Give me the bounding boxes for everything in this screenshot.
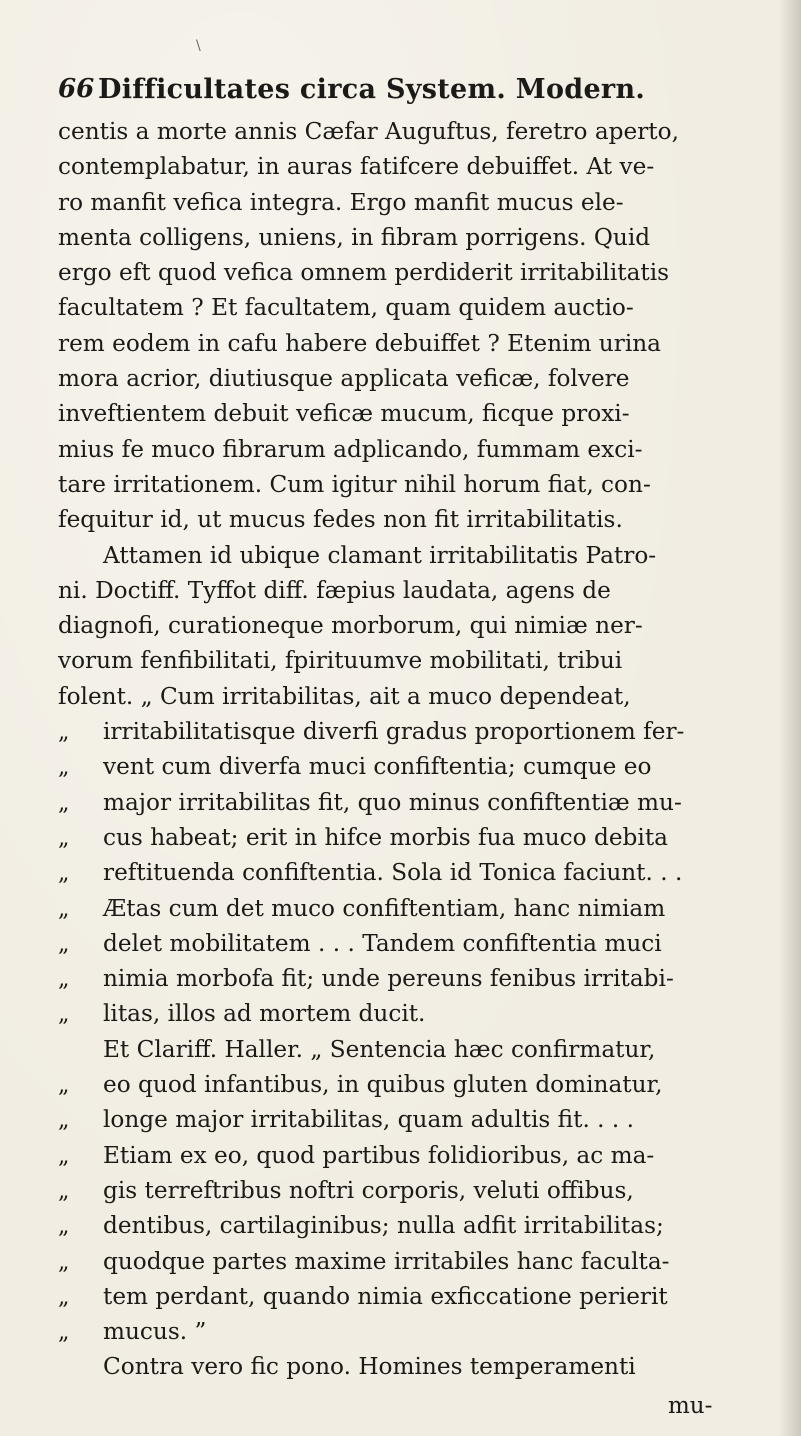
text-line: [58, 467, 778, 502]
quotation-mark: „: [58, 931, 70, 957]
line-text: mora acrior, diutiusque applicata veficæ, folvere: [58, 365, 630, 393]
line-text: nimia morbofa fit; unde pereuns fenibus irritabi-: [103, 965, 674, 993]
quotation-mark: „: [58, 1073, 70, 1099]
line-text: folent. „ Cum irritabilitas, ait a muco dependeat,: [58, 682, 631, 710]
text-line: [58, 1032, 778, 1067]
line-text: vent cum diverfa muci confiftentia; cumque eo: [103, 753, 652, 781]
line-text: longe major irritabilitas, quam adultis fit. . . .: [103, 1106, 635, 1134]
line-text: eo quod infantibus, in quibus gluten dominatur,: [103, 1071, 663, 1099]
line-text: facultatem ? Et facultatem, quam quidem auctio-: [58, 294, 634, 322]
page-edge-shadow: [779, 0, 801, 1436]
text-line: [58, 926, 778, 961]
text-line: [58, 255, 778, 290]
text-line: [58, 785, 778, 820]
text-line: [58, 749, 778, 784]
top-margin-mark: \: [196, 38, 201, 54]
line-text: tare irritationem. Cum igitur nihil horum fiat, con-: [58, 470, 651, 498]
page-header: [58, 70, 758, 114]
text-line: [58, 1208, 778, 1243]
line-text: ni. Doctiff. Tyffot diff. fæpius laudata, agens de: [58, 576, 611, 604]
line-text: irritabilitatisque diverfi gradus proportionem fer-: [103, 718, 685, 746]
text-line: [58, 608, 778, 643]
line-text: Ætas cum det muco confiftentiam, hanc nimiam: [103, 894, 666, 922]
quotation-mark: „: [58, 861, 70, 887]
line-text: menta colligens, uniens, in fibram porrigens. Quid: [58, 223, 651, 251]
text-line: [58, 1067, 778, 1102]
line-text: ergo eft quod vefica omnem perdiderit irritabilitatis: [58, 259, 670, 287]
line-text: major irritabilitas fit, quo minus confiftentiæ mu-: [103, 788, 682, 816]
running-head: Difficultates circa System. Modern.: [98, 74, 646, 105]
quotation-mark: „: [58, 1143, 70, 1169]
quotation-mark: „: [58, 1284, 70, 1310]
text-line: [58, 538, 778, 573]
text-line: [58, 396, 778, 431]
line-text: quodque partes maxime irritabiles hanc faculta-: [103, 1247, 670, 1275]
line-text: Etiam ex eo, quod partibus folidioribus, ac ma-: [103, 1141, 655, 1169]
body-text: [58, 114, 778, 1385]
text-line: [58, 114, 778, 149]
quotation-mark: „: [58, 825, 70, 851]
text-line: [58, 185, 778, 220]
text-line: [58, 432, 778, 467]
text-line: [58, 149, 778, 184]
line-text: tem perdant, quando nimia exficcatione perierit: [103, 1282, 668, 1310]
quotation-mark: „: [58, 790, 70, 816]
text-line: [58, 1102, 778, 1137]
line-text: cus habeat; erit in hifce morbis fua muco debita: [103, 823, 668, 851]
text-line: [58, 1244, 778, 1279]
text-line: [58, 290, 778, 325]
text-line: [58, 891, 778, 926]
page-number: 66: [58, 74, 95, 104]
line-text: Contra vero fic pono. Homines temperamenti: [103, 1353, 636, 1381]
line-text: reftituenda confiftentia. Sola id Tonica faciunt. . .: [103, 859, 683, 887]
text-line: [58, 502, 778, 537]
quotation-mark: „: [58, 755, 70, 781]
quotation-mark: „: [58, 1002, 70, 1028]
quotation-mark: „: [58, 1320, 70, 1346]
text-line: [58, 1279, 778, 1314]
line-text: gis terreftribus noftri corporis, veluti offibus,: [103, 1176, 634, 1204]
text-line: [58, 361, 778, 396]
text-line: [58, 220, 778, 255]
line-text: diagnofi, curationeque morborum, qui nimiæ ner-: [58, 612, 643, 640]
line-text: vorum fenfibilitati, fpirituumve mobilitati, tribui: [58, 647, 623, 675]
text-line: [58, 1138, 778, 1173]
line-text: ro manfit vefica integra. Ergo manfit mucus ele-: [58, 188, 624, 216]
line-text: mucus. ”: [103, 1318, 207, 1346]
text-line: [58, 1173, 778, 1208]
text-line: [58, 1349, 778, 1384]
line-text: fequitur id, ut mucus fedes non fit irritabilitatis.: [58, 506, 623, 534]
quotation-mark: „: [58, 720, 70, 746]
text-line: [58, 961, 778, 996]
line-text: centis a morte annis Cæfar Auguftus, feretro aperto,: [58, 118, 679, 145]
text-line: [58, 573, 778, 608]
quotation-mark: „: [58, 967, 70, 993]
text-line: [58, 643, 778, 678]
line-text: mius fe muco fibrarum adplicando, fummam exci-: [58, 435, 643, 463]
line-text: delet mobilitatem . . . Tandem confiftentia muci: [103, 929, 662, 957]
line-text: litas, illos ad mortem ducit.: [103, 1000, 426, 1028]
text-line: [58, 855, 778, 890]
quotation-mark: „: [58, 1108, 70, 1134]
line-text: Attamen id ubique clamant irritabilitatis Patro-: [103, 541, 657, 569]
text-line: [58, 996, 778, 1031]
text-line: [58, 326, 778, 361]
line-text: inveftientem debuit veficæ mucum, ficque proxi-: [58, 400, 630, 428]
quotation-mark: „: [58, 1214, 70, 1240]
quotation-mark: „: [58, 1249, 70, 1275]
catchword: mu-: [668, 1393, 713, 1419]
text-line: [58, 1314, 778, 1349]
line-text: Et Clariff. Haller. „ Sentencia hæc confirmatur,: [103, 1035, 656, 1063]
text-line: [58, 820, 778, 855]
line-text: dentibus, cartilaginibus; nulla adfit irritabilitas;: [103, 1212, 664, 1240]
text-line: [58, 679, 778, 714]
text-line: [58, 714, 778, 749]
line-text: rem eodem in cafu habere debuiffet ? Etenim urina: [58, 329, 661, 357]
quotation-mark: „: [58, 1178, 70, 1204]
line-text: contemplabatur, in auras fatifcere debuiffet. At ve-: [58, 153, 655, 181]
quotation-mark: „: [58, 896, 70, 922]
